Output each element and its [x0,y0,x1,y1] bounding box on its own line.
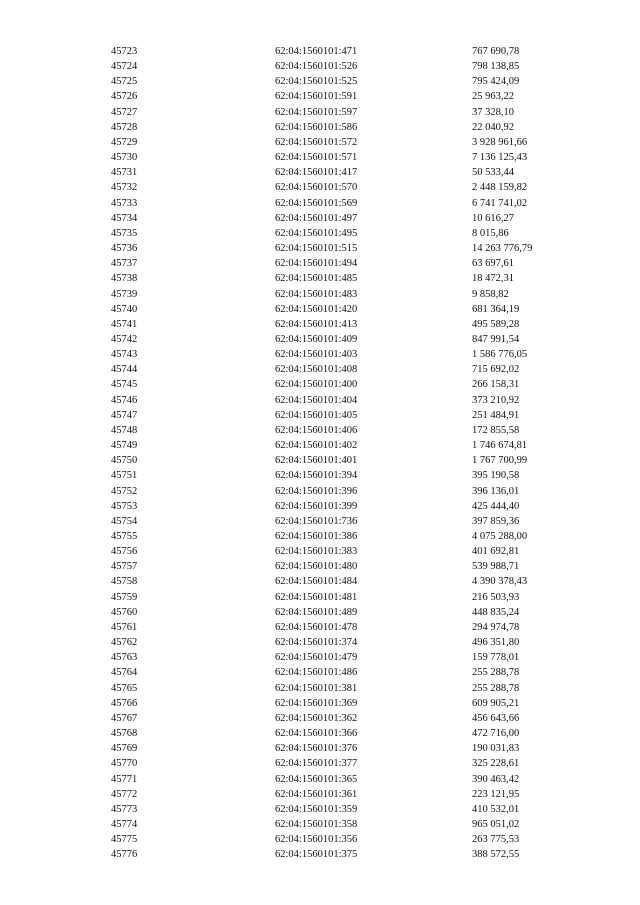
cadastral-number: 62:04:1560101:480 [275,561,358,573]
cadastral-number: 62:04:1560101:400 [275,379,358,391]
cadastral-number: 62:04:1560101:374 [275,637,358,649]
table-row [111,302,592,317]
record-number: 45725 [111,76,138,88]
amount-value: 50 533,44 [472,167,514,179]
cadastral-number: 62:04:1560101:403 [275,349,358,361]
amount-value: 22 040,92 [472,121,514,133]
cadastral-number: 62:04:1560101:417 [275,167,358,179]
cadastral-number: 62:04:1560101:359 [275,803,358,815]
record-number: 45761 [111,621,138,633]
table-row [111,393,592,408]
cadastral-number: 62:04:1560101:366 [275,728,358,740]
table-row [111,650,592,665]
record-number: 45742 [111,333,138,345]
amount-value: 2 448 159,82 [472,182,528,194]
record-number: 45729 [111,136,138,148]
record-number: 45767 [111,712,138,724]
amount-value: 609 905,21 [472,697,520,709]
cadastral-number: 62:04:1560101:369 [275,697,358,709]
cadastral-number: 62:04:1560101:401 [275,455,358,467]
record-number: 45728 [111,121,138,133]
cadastral-number: 62:04:1560101:358 [275,818,358,830]
table-row [111,423,592,438]
cadastral-number: 62:04:1560101:375 [275,849,358,861]
amount-value: 373 210,92 [472,394,520,406]
cadastral-number: 62:04:1560101:361 [275,788,358,800]
amount-value: 325 228,61 [472,758,520,770]
table-row [111,514,592,529]
record-number: 45736 [111,243,138,255]
amount-value: 14 263 776,79 [472,243,533,255]
table-row [111,362,592,377]
amount-value: 6 741 741,02 [472,197,528,209]
amount-value: 255 288,78 [472,667,520,679]
table-row [111,105,592,120]
amount-value: 1 746 674,81 [472,440,528,452]
record-number: 45744 [111,364,138,376]
amount-value: 255 288,78 [472,682,520,694]
table-row [111,135,592,150]
record-number: 45752 [111,485,138,497]
amount-value: 251 484,91 [472,409,520,421]
table-row [111,271,592,286]
table-row [111,544,592,559]
record-number: 45730 [111,152,138,164]
record-number: 45762 [111,637,138,649]
cadastral-number: 62:04:1560101:399 [275,500,358,512]
amount-value: 410 532,01 [472,803,520,815]
amount-value: 223 121,95 [472,788,520,800]
table-row [111,180,592,195]
cadastral-number: 62:04:1560101:383 [275,546,358,558]
table-row [111,711,592,726]
table-row [111,196,592,211]
amount-value: 496 351,80 [472,637,520,649]
cadastral-number: 62:04:1560101:497 [275,212,358,224]
record-number: 45737 [111,258,138,270]
table-row [111,484,592,499]
cadastral-number: 62:04:1560101:404 [275,394,358,406]
table-row [111,256,592,271]
cadastral-number: 62:04:1560101:571 [275,152,358,164]
record-number: 45764 [111,667,138,679]
cadastral-number: 62:04:1560101:409 [275,333,358,345]
cadastral-number: 62:04:1560101:377 [275,758,358,770]
table-row [111,696,592,711]
table-row [111,468,592,483]
amount-value: 266 158,31 [472,379,520,391]
record-number: 45753 [111,500,138,512]
table-row [111,559,592,574]
record-number: 45757 [111,561,138,573]
table-row [111,377,592,392]
amount-value: 37 328,10 [472,106,514,118]
record-number: 45773 [111,803,138,815]
record-number: 45766 [111,697,138,709]
cadastral-number: 62:04:1560101:405 [275,409,358,421]
amount-value: 472 716,00 [472,728,520,740]
amount-value: 159 778,01 [472,652,520,664]
cadastral-number: 62:04:1560101:525 [275,76,358,88]
record-number: 45746 [111,394,138,406]
table-row [111,347,592,362]
table-row [111,120,592,135]
table-row [111,681,592,696]
table-row [111,438,592,453]
cadastral-number: 62:04:1560101:486 [275,667,358,679]
cadastral-number: 62:04:1560101:597 [275,106,358,118]
cadastral-number: 62:04:1560101:396 [275,485,358,497]
record-number: 45759 [111,591,138,603]
cadastral-number: 62:04:1560101:570 [275,182,358,194]
amount-value: 448 835,24 [472,606,520,618]
table-row [111,741,592,756]
record-number: 45756 [111,546,138,558]
table-row [111,453,592,468]
amount-value: 10 616,27 [472,212,514,224]
record-number: 45727 [111,106,138,118]
record-number: 45732 [111,182,138,194]
cadastral-number: 62:04:1560101:381 [275,682,358,694]
record-number: 45768 [111,728,138,740]
table-row [111,772,592,787]
cadastral-number: 62:04:1560101:406 [275,424,358,436]
amount-value: 8 015,86 [472,227,509,239]
amount-value: 425 444,40 [472,500,520,512]
record-number: 45771 [111,773,138,785]
amount-value: 1 586 776,05 [472,349,528,361]
amount-value: 63 697,61 [472,258,514,270]
cadastral-number: 62:04:1560101:485 [275,273,358,285]
table-row [111,529,592,544]
amount-value: 495 589,28 [472,318,520,330]
amount-value: 3 928 961,66 [472,136,528,148]
amount-value: 25 963,22 [472,91,514,103]
record-number: 45751 [111,470,138,482]
table-row [111,665,592,680]
amount-value: 4 390 378,43 [472,576,528,588]
cadastral-number: 62:04:1560101:515 [275,243,358,255]
amount-value: 539 988,71 [472,561,520,573]
records-table [111,44,592,862]
record-number: 45734 [111,212,138,224]
table-row [111,287,592,302]
record-number: 45745 [111,379,138,391]
record-number: 45733 [111,197,138,209]
table-row [111,817,592,832]
table-row [111,574,592,589]
table-row [111,847,592,862]
amount-value: 18 472,31 [472,273,514,285]
table-row [111,332,592,347]
record-number: 45763 [111,652,138,664]
record-number: 45774 [111,818,138,830]
cadastral-number: 62:04:1560101:479 [275,652,358,664]
record-number: 45749 [111,440,138,452]
record-number: 45748 [111,424,138,436]
table-row [111,150,592,165]
amount-value: 795 424,09 [472,76,520,88]
record-number: 45755 [111,531,138,542]
cadastral-number: 62:04:1560101:526 [275,61,358,73]
record-number: 45741 [111,318,138,330]
amount-value: 397 859,36 [472,515,520,527]
cadastral-number: 62:04:1560101:386 [275,531,358,542]
table-row [111,211,592,226]
table-row [111,44,592,59]
table-row [111,317,592,332]
amount-value: 172 855,58 [472,424,520,436]
cadastral-number: 62:04:1560101:483 [275,288,358,300]
amount-value: 7 136 125,43 [472,152,528,164]
record-number: 45724 [111,61,138,73]
record-number: 45772 [111,788,138,800]
cadastral-number: 62:04:1560101:586 [275,121,358,133]
cadastral-number: 62:04:1560101:471 [275,46,358,57]
record-number: 45731 [111,167,138,179]
table-row [111,605,592,620]
amount-value: 395 190,58 [472,470,520,482]
record-number: 45747 [111,409,138,421]
table-row [111,74,592,89]
record-number: 45726 [111,91,138,103]
amount-value: 390 463,42 [472,773,520,785]
record-number: 45723 [111,46,138,57]
cadastral-number: 62:04:1560101:394 [275,470,358,482]
amount-value: 965 051,02 [472,818,520,830]
table-row [111,620,592,635]
amount-value: 681 364,19 [472,303,520,315]
table-row [111,226,592,241]
record-number: 45775 [111,834,138,846]
cadastral-number: 62:04:1560101:376 [275,743,358,755]
record-number: 45750 [111,455,138,467]
cadastral-number: 62:04:1560101:484 [275,576,358,588]
cadastral-number: 62:04:1560101:420 [275,303,358,315]
cadastral-number: 62:04:1560101:481 [275,591,358,603]
amount-value: 767 690,78 [472,46,520,57]
amount-value: 847 991,54 [472,333,520,345]
amount-value: 1 767 700,99 [472,455,528,467]
amount-value: 715 692,02 [472,364,520,376]
cadastral-number: 62:04:1560101:356 [275,834,358,846]
table-row [111,802,592,817]
amount-value: 4 075 288,00 [472,531,528,542]
amount-value: 9 858,82 [472,288,509,300]
amount-value: 456 643,66 [472,712,520,724]
amount-value: 294 974,78 [472,621,520,633]
table-row [111,59,592,74]
record-number: 45743 [111,349,138,361]
table-row [111,756,592,771]
table-row [111,590,592,605]
cadastral-number: 62:04:1560101:402 [275,440,358,452]
record-number: 45770 [111,758,138,770]
amount-value: 401 692,81 [472,546,520,558]
table-row [111,787,592,802]
amount-value: 798 138,85 [472,61,520,73]
cadastral-number: 62:04:1560101:591 [275,91,358,103]
record-number: 45765 [111,682,138,694]
cadastral-number: 62:04:1560101:736 [275,515,358,527]
cadastral-number: 62:04:1560101:478 [275,621,358,633]
amount-value: 388 572,55 [472,849,520,861]
table-row [111,408,592,423]
cadastral-number: 62:04:1560101:489 [275,606,358,618]
table-row [111,499,592,514]
record-number: 45769 [111,743,138,755]
amount-value: 263 775,53 [472,834,520,846]
record-number: 45760 [111,606,138,618]
cadastral-number: 62:04:1560101:413 [275,318,358,330]
record-number: 45740 [111,303,138,315]
records-table-body [111,44,592,862]
table-row [111,241,592,256]
record-number: 45739 [111,288,138,300]
amount-value: 216 503,93 [472,591,520,603]
table-row [111,165,592,180]
record-number: 45776 [111,849,138,861]
cadastral-number: 62:04:1560101:408 [275,364,358,376]
table-row [111,89,592,104]
record-number: 45738 [111,273,138,285]
record-number: 45754 [111,515,138,527]
cadastral-number: 62:04:1560101:572 [275,136,358,148]
cadastral-number: 62:04:1560101:362 [275,712,358,724]
cadastral-number: 62:04:1560101:365 [275,773,358,785]
cadastral-number: 62:04:1560101:495 [275,227,358,239]
table-row [111,635,592,650]
record-number: 45735 [111,227,138,239]
record-number: 45758 [111,576,138,588]
cadastral-number: 62:04:1560101:569 [275,197,358,209]
table-row [111,726,592,741]
table-row [111,832,592,847]
amount-value: 396 136,01 [472,485,520,497]
amount-value: 190 031,83 [472,743,520,755]
cadastral-number: 62:04:1560101:494 [275,258,358,270]
